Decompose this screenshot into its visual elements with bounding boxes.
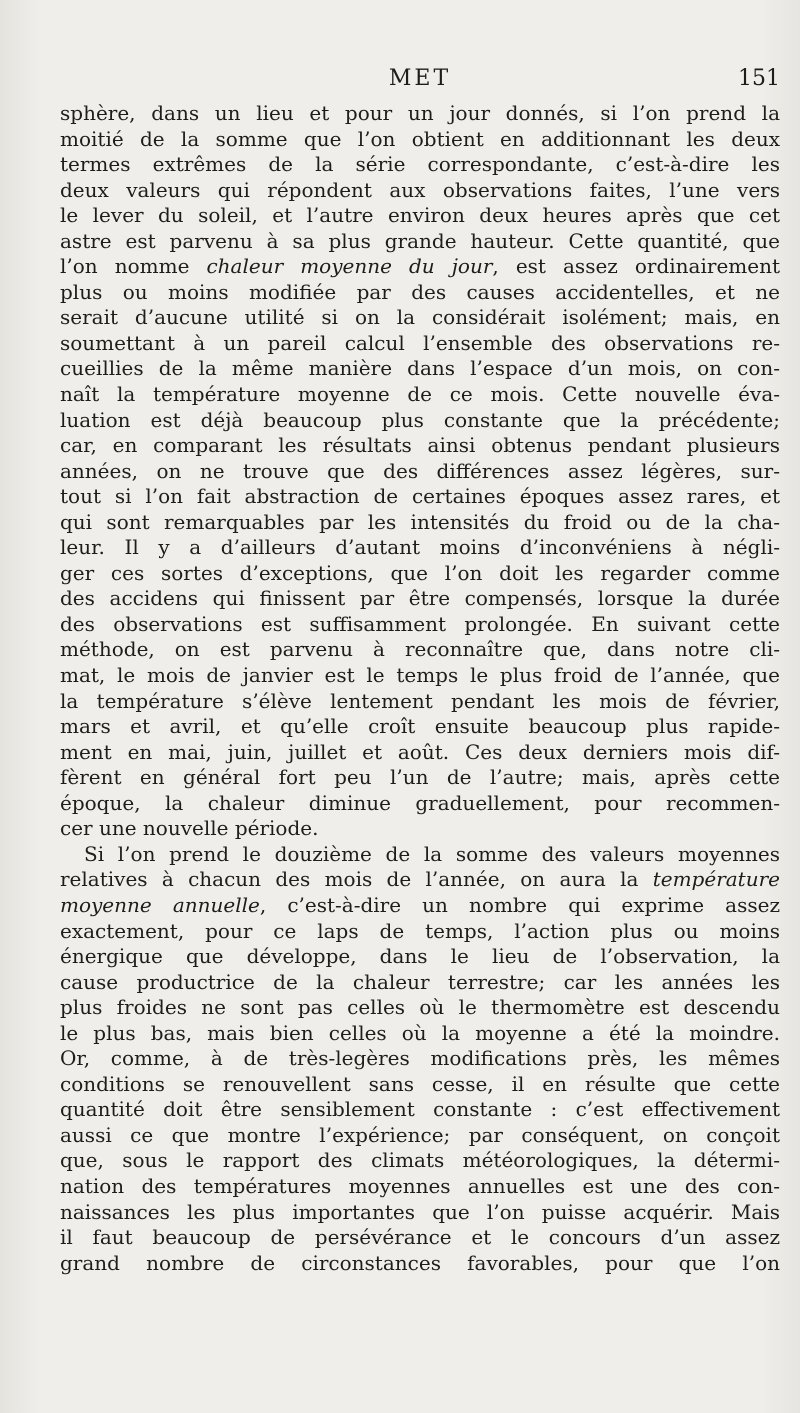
text-line: années, on ne trouve que des différences assez légères, sur- bbox=[60, 458, 780, 483]
text-line: il faut beaucoup de persévérance et le concours d’un assez bbox=[60, 1225, 780, 1250]
text-line: plus froides ne sont pas celles où le thermomètre est descendu bbox=[60, 995, 780, 1020]
text-line: exactement, pour ce laps de temps, l’action plus ou moins bbox=[60, 918, 780, 943]
text-line: conditions se renouvellent sans cesse, il en résulte que cette bbox=[60, 1071, 780, 1096]
text-line: méthode, on est parvenu à reconnaître que, dans notre cli- bbox=[60, 637, 780, 662]
text-line: sphère, dans un lieu et pour un jour donnés, si l’on prend la bbox=[60, 101, 780, 125]
text-line: ment en mai, juin, juillet et août. Ces deux derniers mois dif- bbox=[60, 739, 780, 764]
text-line: moitié de la somme que l’on obtient en additionnant les deux bbox=[60, 126, 780, 151]
text-line: fèrent en général fort peu l’un de l’autre; mais, après cette bbox=[60, 765, 780, 790]
page-number: 151 bbox=[738, 66, 780, 91]
text-run: relatives à chacun des mois de l’année, on aura la bbox=[60, 867, 653, 892]
text-line: le plus bas, mais bien celles où la moyenne a été la moindre. bbox=[60, 1020, 780, 1045]
text-line: qui sont remarquables par les intensités du froid ou de la cha- bbox=[60, 509, 780, 534]
text-line: aussi ce que montre l’expérience; par conséquent, on conçoit bbox=[60, 1122, 780, 1147]
text-line: plus ou moins modifiée par des causes accidentelles, et ne bbox=[60, 279, 780, 304]
text-line: ger ces sortes d’exceptions, que l’on doit les regarder comme bbox=[60, 560, 780, 585]
text-line: termes extrêmes de la série correspondante, c’est-à-dire les bbox=[60, 152, 780, 177]
text-line: grand nombre de circonstances favorables, pour que l’on bbox=[60, 1250, 780, 1275]
text-line: serait d’aucune utilité si on la considérait isolément; mais, en bbox=[60, 305, 780, 330]
text-line: car, en comparant les résultats ainsi obtenus pendant plusieurs bbox=[60, 433, 780, 458]
italic-term: chaleur moyenne du jour bbox=[206, 254, 493, 279]
text-line: des accidens qui finissent par être compensés, lorsque la durée bbox=[60, 586, 780, 611]
text-line: la température s’élève lentement pendant les mois de février, bbox=[60, 688, 780, 713]
paragraph-start-line: Si l’on prend le douzième de la somme des valeurs moyennes bbox=[84, 841, 780, 866]
text-run: , c’est-à-dire un nombre qui exprime assez bbox=[259, 892, 780, 917]
text-line: astre est parvenu à sa plus grande hauteur. Cette quantité, que bbox=[60, 228, 780, 253]
text-line: luation est déjà beaucoup plus constante que la précédente; bbox=[60, 407, 780, 432]
text-line: soumettant à un pareil calcul l’ensemble des observations re- bbox=[60, 330, 780, 355]
body-text bbox=[60, 101, 780, 1276]
running-head: MET bbox=[388, 66, 452, 91]
text-line: cause productrice de la chaleur terrestre; car les années les bbox=[60, 969, 780, 994]
text-line: que, sous le rapport des climats météorologiques, la détermi- bbox=[60, 1148, 780, 1173]
text-line: leur. Il y a d’ailleurs d’autant moins d’inconvéniens à négli- bbox=[60, 535, 780, 560]
text-line: cueillies de la même manière dans l’espace d’un mois, on con- bbox=[60, 356, 780, 381]
text-line bbox=[60, 254, 780, 280]
text-line: époque, la chaleur diminue graduellement, pour recommen- bbox=[60, 790, 780, 815]
text-line: tout si l’on fait abstraction de certaines époques assez rares, et bbox=[60, 484, 780, 509]
text-line: quantité doit être sensiblement constante : c’est effectivement bbox=[60, 1097, 780, 1122]
italic-term: température bbox=[652, 867, 780, 892]
text-line: des observations est suffisamment prolongée. En suivant cette bbox=[60, 611, 780, 636]
text-line: le lever du soleil, et l’autre environ deux heures après que cet bbox=[60, 203, 780, 228]
text-line: naît la température moyenne de ce mois. Cette nouvelle éva- bbox=[60, 382, 780, 407]
page-header bbox=[60, 66, 780, 96]
text-line: naissances les plus importantes que l’on puisse acquérir. Mais bbox=[60, 1199, 780, 1224]
text-line: énergique que développe, dans le lieu de l’observation, la bbox=[60, 944, 780, 969]
italic-term: moyenne annuelle bbox=[60, 892, 260, 917]
text-line: deux valeurs qui répondent aux observations faites, l’une vers bbox=[60, 177, 780, 202]
text-line bbox=[60, 893, 780, 919]
text-line: Or, comme, à de très-legères modifications près, les mêmes bbox=[60, 1046, 780, 1071]
text-run: l’on nomme bbox=[60, 254, 207, 279]
text-line: nation des températures moyennes annuelles est une des con- bbox=[60, 1173, 780, 1198]
paragraph-end-line: cer une nouvelle période. bbox=[60, 816, 319, 841]
text-line bbox=[60, 867, 780, 893]
text-run: , est assez ordinairement bbox=[492, 254, 780, 279]
text-line: mars et avril, et qu’elle croît ensuite beaucoup plus rapide- bbox=[60, 714, 780, 739]
text-line: mat, le mois de janvier est le temps le plus froid de l’année, que bbox=[60, 663, 780, 688]
